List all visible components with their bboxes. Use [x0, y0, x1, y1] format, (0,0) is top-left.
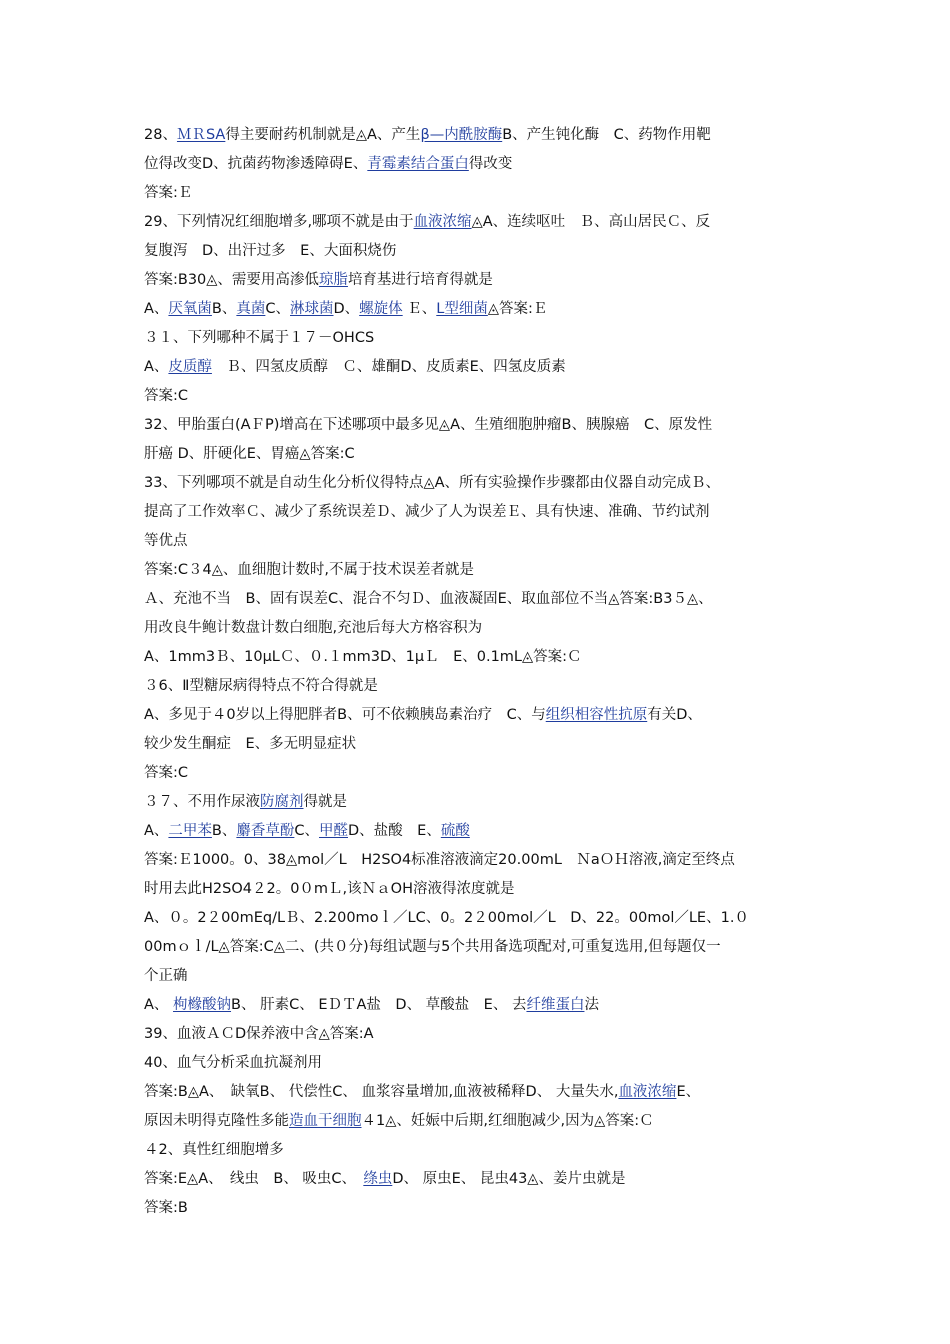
text-segment: C、: [294, 823, 319, 839]
text-segment: 用改良牛鲍计数盘计数白细胞,充池后每大方格容积为: [144, 620, 483, 636]
text-segment: A、０。2２00mEq/LＢ、2.200moｌ／LC、0。2２00mol／L D、22。00mol／LE、1.０: [144, 910, 749, 926]
text-line: [144, 614, 810, 643]
text-segment: ４2、真性红细胞增多: [144, 1142, 284, 1158]
term-link[interactable]: 淋球菌: [290, 301, 334, 317]
term-link[interactable]: 麝香草酚: [236, 823, 295, 839]
text-segment: 得就是: [303, 794, 347, 810]
text-segment: ３6、Ⅱ型糖尿病得特点不符合得就是: [144, 678, 378, 694]
text-segment: 个正确: [144, 968, 188, 984]
text-line: [144, 527, 810, 556]
text-segment: B、: [211, 823, 237, 839]
text-line: [144, 672, 810, 701]
text-segment: 培育基进行培育得就是: [347, 272, 493, 288]
text-segment: ４1◬、妊娠中后期,红细胞减少,因为◬答案:Ｃ: [361, 1113, 654, 1129]
text-segment: 00mｏｌ/L◬答案:C◬二、(共０分)每组试题与5个共用备选项配对,可重复选用,但每题仅一: [144, 939, 721, 955]
text-line: [144, 266, 810, 295]
text-segment: 答案:B◬A、 缺氧B、 代偿性C、 血浆容量增加,血液被稀释D、 大量失水,: [144, 1084, 619, 1100]
term-link[interactable]: 皮质醇: [168, 359, 212, 375]
text-segment: B、 肝素C、 EＤＴA盐 D、 草酸盐 E、 去: [231, 997, 527, 1013]
text-segment: A、: [144, 359, 169, 375]
text-segment: Ａ、充池不当 B、固有误差C、混合不匀Ｄ、血液凝固E、取血部位不当◬答案:B3５◬、: [144, 591, 713, 607]
text-segment: B、产生钝化酶 C、药物作用靶: [502, 127, 711, 143]
text-segment: 39、血液ＡＣD保养液中含◬答案:A: [144, 1026, 374, 1042]
text-segment: 位得改变D、抗菌药物渗透障碍E、: [144, 156, 368, 172]
text-segment: 原因未明得克隆性多能: [144, 1113, 289, 1129]
text-segment: E、: [676, 1084, 701, 1100]
text-segment: 28、: [144, 127, 177, 143]
text-line: [144, 962, 810, 991]
term-link[interactable]: 造血干细胞: [289, 1113, 362, 1129]
text-line: [144, 237, 810, 266]
text-line: [144, 817, 810, 846]
text-segment: 答案:B30◬、需要用高渗低: [144, 272, 319, 288]
text-line: [144, 208, 810, 237]
text-line: [144, 556, 810, 585]
text-segment: 答案:C: [144, 765, 189, 781]
text-segment: 答案:Ｅ1000。0、38◬mol／L H2SO4标准溶液滴定20.00mL ＮaＯＨ溶液,滴定至终点: [144, 852, 735, 868]
term-link[interactable]: β—内酰胺酶: [420, 127, 503, 143]
text-line: [144, 643, 810, 672]
text-line: [144, 295, 810, 324]
text-line: [144, 1078, 810, 1107]
term-link[interactable]: 血液浓缩: [618, 1084, 677, 1100]
term-link[interactable]: L型细菌: [436, 301, 488, 317]
text-segment: 答案:B: [144, 1200, 188, 1216]
text-line: [144, 846, 810, 875]
term-link[interactable]: 血液浓缩: [413, 214, 472, 230]
text-line: [144, 875, 810, 904]
text-segment: D、 原虫E、 昆虫43◬、姜片虫就是: [392, 1171, 626, 1187]
text-segment: 32、甲胎蛋白(AＦP)增高在下述哪项中最多见◬A、生殖细胞肿瘤B、胰腺癌 C、原发性: [144, 417, 713, 433]
text-line: [144, 1165, 810, 1194]
text-line: [144, 759, 810, 788]
text-line: [144, 324, 810, 353]
term-link[interactable]: 组织相容性抗原: [545, 707, 648, 723]
text-segment: 答案:C: [144, 388, 189, 404]
text-segment: 40、血气分析采血抗凝剂用: [144, 1055, 322, 1071]
text-line: [144, 585, 810, 614]
term-link[interactable]: 厌氧菌: [168, 301, 212, 317]
text-segment: 29、下列情况红细胞增多,哪项不就是由于: [144, 214, 414, 230]
term-link[interactable]: 二甲苯: [168, 823, 212, 839]
text-line: [144, 498, 810, 527]
text-segment: 33、下列哪项不就是自动生化分析仪得特点◬A、所有实验操作步骤都由仪器自动完成Ｂ、: [144, 475, 721, 491]
text-line: [144, 1020, 810, 1049]
term-link[interactable]: 青霉素结合蛋白: [367, 156, 469, 172]
text-segment: 肝癌 D、肝硬化E、胃癌◬答案:C: [144, 446, 355, 462]
text-line: [144, 353, 810, 382]
text-segment: 时用去此H2SO4２2。0０mＬ,该ＮａOH溶液得浓度就是: [144, 881, 515, 897]
text-line: [144, 150, 810, 179]
term-link[interactable]: 甲醛: [319, 823, 348, 839]
text-segment: 答案:C３4◬、血细胞计数时,不属于技术误差者就是: [144, 562, 474, 578]
text-line: [144, 469, 810, 498]
text-line: [144, 904, 810, 933]
term-link[interactable]: 硫酸: [440, 823, 470, 839]
text-segment: A、多见于４0岁以上得肥胖者B、可不依赖胰岛素治疗 C、与: [144, 707, 546, 723]
text-segment: 有关D、: [647, 707, 702, 723]
document-page: [144, 121, 810, 1223]
text-segment: ◬答案:Ｅ: [487, 301, 548, 317]
text-segment: Ｂ、四氢皮质醇 Ｃ、雄酮D、皮质素E、四氢皮质素: [211, 359, 566, 375]
text-segment: ３７、不用作尿液: [144, 794, 260, 810]
text-line: [144, 179, 810, 208]
text-segment: 答案:Ｅ: [144, 185, 193, 201]
text-line: [144, 1136, 810, 1165]
text-segment: 较少发生酮症 E、多无明显症状: [144, 736, 357, 752]
text-line: [144, 121, 810, 150]
text-segment: ◬A、连续呕吐 Ｂ、高山居民Ｃ、反: [471, 214, 711, 230]
text-line: [144, 788, 810, 817]
text-segment: 复腹泻 D、出汗过多 E、大面积烧伤: [144, 243, 397, 259]
text-segment: 等优点: [144, 533, 188, 549]
text-line: [144, 382, 810, 411]
text-segment: 答案:E◬A、 线虫 B、 吸虫C、: [144, 1171, 364, 1187]
text-line: [144, 1194, 810, 1223]
term-link[interactable]: 真菌: [236, 301, 266, 317]
text-segment: D、盐酸 E、: [348, 823, 441, 839]
text-segment: D、: [333, 301, 360, 317]
text-line: [144, 1049, 810, 1078]
term-link[interactable]: 螺旋体: [359, 301, 403, 317]
term-link[interactable]: 纤维蛋白: [526, 997, 585, 1013]
text-line: [144, 1107, 810, 1136]
text-segment: A、: [144, 997, 174, 1013]
term-link[interactable]: 枸橼酸钠: [173, 997, 232, 1013]
text-segment: 提高了工作效率Ｃ、减少了系统误差Ｄ、减少了人为误差Ｅ、具有快速、准确、节约试剂: [144, 504, 710, 520]
term-link[interactable]: ＭＲSA: [176, 127, 226, 143]
text-line: [144, 440, 810, 469]
term-link[interactable]: 琼脂: [318, 272, 348, 288]
text-line: [144, 411, 810, 440]
text-line: [144, 933, 810, 962]
text-segment: A、1mm3Ｂ、10μLＣ、０.１mm3D、1μＬ E、0.1mL◬答案:Ｃ: [144, 649, 582, 665]
text-line: [144, 730, 810, 759]
text-segment: Ｅ、: [402, 301, 437, 317]
text-segment: A、: [144, 823, 169, 839]
text-segment: 得主要耐药机制就是◬A、产生: [225, 127, 421, 143]
text-segment: C、: [265, 301, 290, 317]
text-line: [144, 991, 810, 1020]
text-line: [144, 701, 810, 730]
term-link[interactable]: 防腐剂: [260, 794, 304, 810]
term-link[interactable]: 绦虫: [363, 1171, 393, 1187]
text-segment: A、: [144, 301, 169, 317]
text-segment: 法: [584, 997, 599, 1013]
text-segment: ３１、下列哪种不属于１７－OHCS: [144, 330, 375, 346]
text-segment: 得改变: [468, 156, 513, 172]
text-segment: B、: [211, 301, 237, 317]
